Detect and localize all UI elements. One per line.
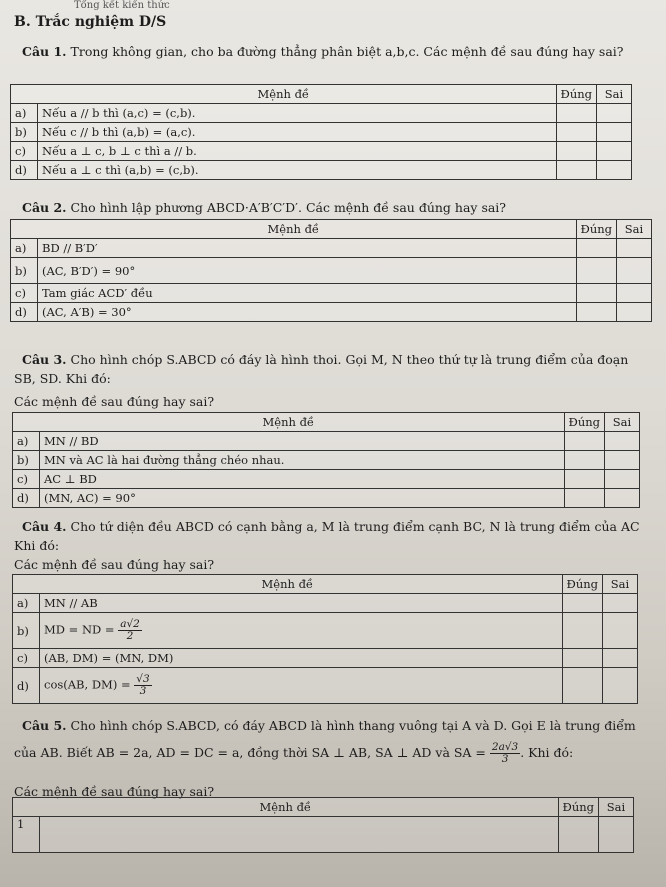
statement-cell: MN // BD [40,432,565,451]
q4-prompt-line1: Cho tứ diện đều ABCD có cạnh bằng a, M là trung điểm cạnh BC, N là trung điểm của AC [70,519,640,534]
sa-fraction [490,742,520,765]
statement-cell: AC ⊥ BD [40,470,565,489]
true-cell[interactable] [576,303,616,322]
true-cell[interactable] [564,432,604,451]
q5-prompt-line2 [14,742,573,765]
q4-header-false: Sai [603,575,638,594]
table-row: d) Nếu a ⊥ c thì (a,b) = (c,b). [11,161,632,180]
statement-cell: (AC, A′B) = 30° [38,303,577,322]
false-cell[interactable] [605,451,640,470]
false-cell[interactable] [603,594,638,613]
q1-header-false: Sai [597,85,632,104]
false-cell[interactable] [597,123,632,142]
table-row: b) Nếu c // b thì (a,b) = (a,c). [11,123,632,142]
q5-question: Các mệnh đề sau đúng hay sai? [14,784,215,799]
fraction [118,619,142,642]
q3-prompt-line1: Cho hình chóp S.ABCD có đáy là hình thoi. Gọi M, N theo thứ tự là trung điểm của đoạn [70,352,629,367]
q5-prompt-line1: Cho hình chóp S.ABCD, có đáy ABCD là hình thang vuông tại A và D. Gọi E là trung điểm [70,718,636,733]
q3-question: Các mệnh đề sau đúng hay sai? [14,394,215,409]
false-cell[interactable] [603,613,638,649]
fraction-denominator: 3 [139,685,147,697]
statement-cell: MN // AB [40,594,563,613]
table-row: 1 [13,817,634,853]
true-cell[interactable] [564,489,604,508]
true-cell[interactable] [576,239,616,258]
fraction-numerator: a√2 [120,618,140,630]
false-cell[interactable] [597,161,632,180]
false-cell[interactable] [617,284,652,303]
table-row: c) Nếu a ⊥ c, b ⊥ c thì a // b. [11,142,632,161]
q2-table [10,219,652,322]
q1-header-statement: Mệnh đề [11,85,557,104]
table-row: a) Nếu a // b thì (a,c) = (c,b). [11,104,632,123]
false-cell[interactable] [603,668,638,704]
q2-text [22,200,506,215]
q1-text [22,44,623,59]
statement-cell: Nếu a // b thì (a,c) = (c,b). [38,104,557,123]
q1-header-true: Đúng [556,85,596,104]
table-row: d) (MN, AC) = 90° [13,489,640,508]
true-cell[interactable] [556,123,596,142]
table-row: a) MN // BD [13,432,640,451]
statement-cell [40,613,563,649]
false-cell[interactable] [617,303,652,322]
q5-table [12,797,634,853]
statement-cell: Nếu c // b thì (a,b) = (a,c). [38,123,557,142]
false-cell[interactable] [597,104,632,123]
q5-header-statement: Mệnh đề [13,798,559,817]
q3-text [22,352,628,367]
true-cell[interactable] [564,451,604,470]
q2-label: Câu 2. [22,200,67,215]
q5-label: Câu 5. [22,718,67,733]
q5-text [22,718,636,733]
fraction-numerator: √3 [136,673,150,685]
q1-prompt: Trong không gian, cho ba đường thẳng phân biệt a,b,c. Các mệnh đề sau đúng hay sai? [70,44,624,59]
q3-header-true: Đúng [564,413,604,432]
q4-header-true: Đúng [562,575,602,594]
q2-header-statement: Mệnh đề [11,220,577,239]
true-cell[interactable] [576,258,616,284]
true-cell[interactable] [564,470,604,489]
table-row: d) (AC, A′B) = 30° [11,303,652,322]
table-row: c) (AB, DM) = (MN, DM) [13,649,638,668]
true-cell[interactable] [562,649,602,668]
q3-table [12,412,640,508]
statement-cell [40,668,563,704]
fraction-denominator: 3 [501,753,509,765]
table-row: d) cos(AB, DM) = $\frac{√3}{3}$ [13,668,638,704]
table-row: b) (AC, B′D′) = 90° [11,258,652,284]
q5-header-false: Sai [599,798,634,817]
table-row: a) MN // AB [13,594,638,613]
statement-cell: MN và AC là hai đường thẳng chéo nhau. [40,451,565,470]
statement-cell: (MN, AC) = 90° [40,489,565,508]
table-row: b) MN và AC là hai đường thẳng chéo nhau. [13,451,640,470]
statement-cell [40,817,559,853]
q2-prompt: Cho hình lập phương ABCD·A′B′C′D′. Các mệnh đề sau đúng hay sai? [70,200,507,215]
statement-prefix: cos(AB, DM) = [44,677,131,692]
q1-table [10,84,632,180]
q2-header-false: Sai [617,220,652,239]
top-header: Tổng kết kiến thức [74,0,170,11]
true-cell[interactable] [562,668,602,704]
table-row: b) MD = ND = $\frac{a√2}{2}$ [13,613,638,649]
statement-cell: Nếu a ⊥ c, b ⊥ c thì a // b. [38,142,557,161]
false-cell[interactable] [597,142,632,161]
false-cell[interactable] [617,239,652,258]
fraction-denominator: 2 [126,630,134,642]
fraction [134,674,151,697]
q5-header-true: Đúng [558,798,598,817]
q1-label: Câu 1. [22,44,67,59]
q4-question: Các mệnh đề sau đúng hay sai? [14,557,215,572]
q4-text [22,519,640,534]
statement-cell: (AB, DM) = (MN, DM) [40,649,563,668]
q4-header-statement: Mệnh đề [13,575,563,594]
q4-table [12,574,638,704]
false-cell[interactable] [599,817,634,853]
table-row: c) AC ⊥ BD [13,470,640,489]
true-cell[interactable] [558,817,598,853]
table-row: a) BD // B′D′ [11,239,652,258]
table-row: c) Tam giác ACD′ đều [11,284,652,303]
false-cell[interactable] [605,432,640,451]
false-cell[interactable] [603,649,638,668]
q2-header-true: Đúng [576,220,616,239]
statement-cell: Nếu a ⊥ c thì (a,b) = (c,b). [38,161,557,180]
fraction-numerator: 2a√3 [491,741,519,753]
statement-cell: (AC, B′D′) = 90° [38,258,577,284]
true-cell[interactable] [576,284,616,303]
false-cell[interactable] [617,258,652,284]
q3-header-statement: Mệnh đề [13,413,565,432]
statement-prefix: MD = ND = [44,622,115,637]
q3-header-false: Sai [605,413,640,432]
statement-cell: BD // B′D′ [38,239,577,258]
true-cell[interactable] [562,613,602,649]
statement-cell: Tam giác ACD′ đều [38,284,577,303]
false-cell[interactable] [605,470,640,489]
q3-prompt-line2: SB, SD. Khi đó: [14,371,111,386]
true-cell[interactable] [562,594,602,613]
q5-prompt-line2-b: . Khi đó: [520,745,574,760]
true-cell[interactable] [556,142,596,161]
q4-label: Câu 4. [22,519,67,534]
true-cell[interactable] [556,161,596,180]
true-cell[interactable] [556,104,596,123]
q3-label: Câu 3. [22,352,67,367]
q4-prompt-line2: Khi đó: [14,538,60,553]
false-cell[interactable] [605,489,640,508]
q5-prompt-line2-a: của AB. Biết AB = 2a, AD = DC = a, đồng thời SA ⊥ AB, SA ⊥ AD và SA = [14,745,486,760]
section-title: B. Trắc nghiệm D/S [14,14,167,30]
